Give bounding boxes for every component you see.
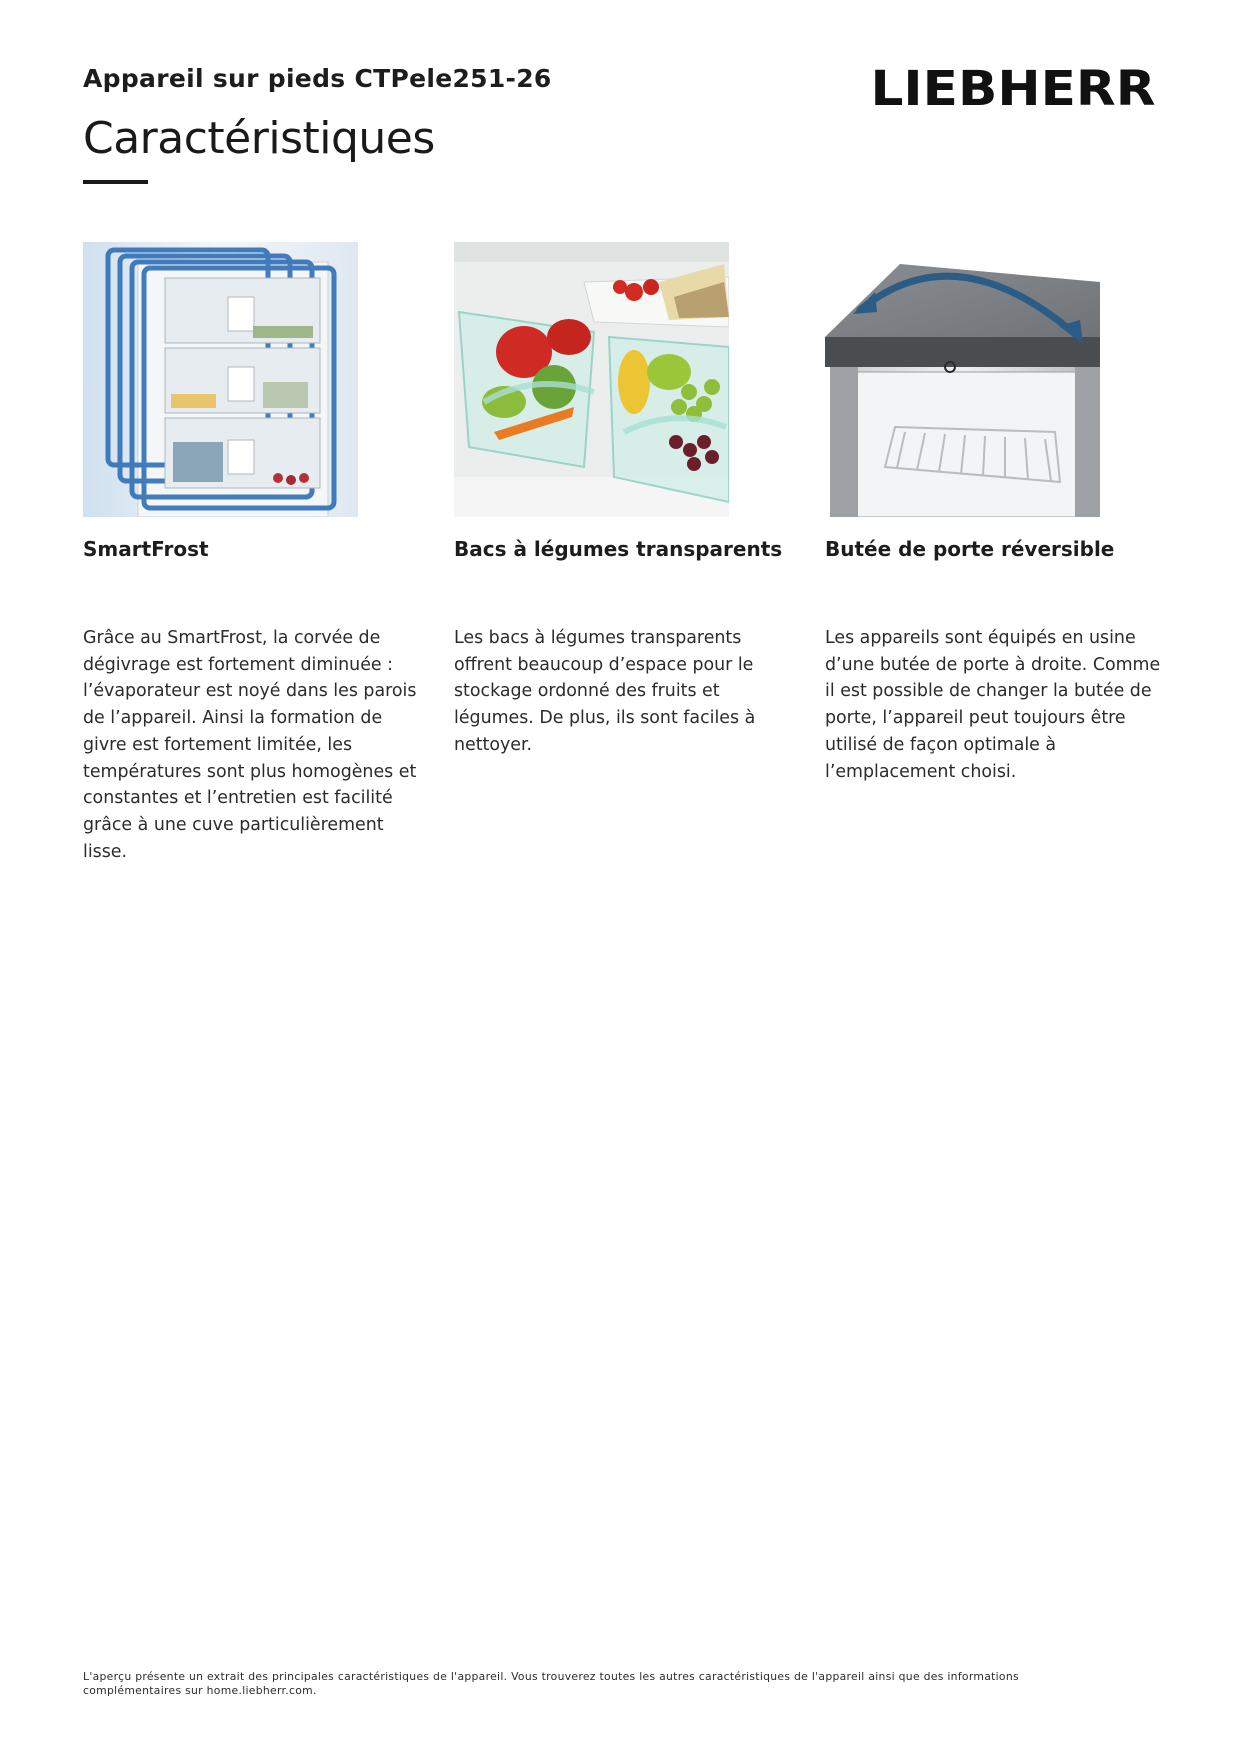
svg-text:LIEBHERR: LIEBHERR	[870, 62, 1156, 112]
vegetable-bins-image	[454, 242, 729, 517]
feature-smartfrost	[83, 242, 428, 865]
smartfrost-drawers-image	[83, 242, 358, 517]
feature-title: SmartFrost	[83, 537, 209, 561]
feature-reversible-door	[825, 242, 1170, 785]
feature-title: Bacs à légumes transparents	[454, 537, 783, 561]
product-subtitle: Appareil sur pieds CTPele251-26	[83, 64, 552, 93]
liebherr-logo	[870, 62, 1157, 112]
feature-vegetable-bins	[454, 242, 799, 759]
page-title: Caractéristiques	[83, 113, 435, 164]
feature-description: Les appareils sont équipés en usine d’une butée de porte à droite. Comme il est possible de changer la butée de porte, l’appareil peut toujours être utilisé de façon optimale à l’emplacement choisi.	[825, 628, 1161, 782]
feature-description: Les bacs à légumes transparents offrent beaucoup d’espace pour le stockage ordonné des fruits et légumes. De plus, ils sont faciles à nettoyer.	[454, 628, 756, 755]
title-underline	[83, 180, 148, 184]
reversible-door-image	[825, 242, 1100, 517]
footer-note: L'aperçu présente un extrait des principales caractéristiques de l'appareil. Vous trouverez toutes les autres caractéristiques de l'appareil ainsi que des informations complémentaires sur home.liebherr.com.	[83, 1670, 1019, 1697]
feature-description: Grâce au SmartFrost, la corvée de dégivrage est fortement diminuée : l’évaporateur est noyé dans les parois de l’appareil. Ainsi la formation de givre est fortement limitée, les températures sont plus homogènes et constantes et l’entretien est facilité grâce à une cuve particulièrement lisse.	[83, 628, 417, 862]
feature-title: Butée de porte réversible	[825, 537, 1115, 561]
